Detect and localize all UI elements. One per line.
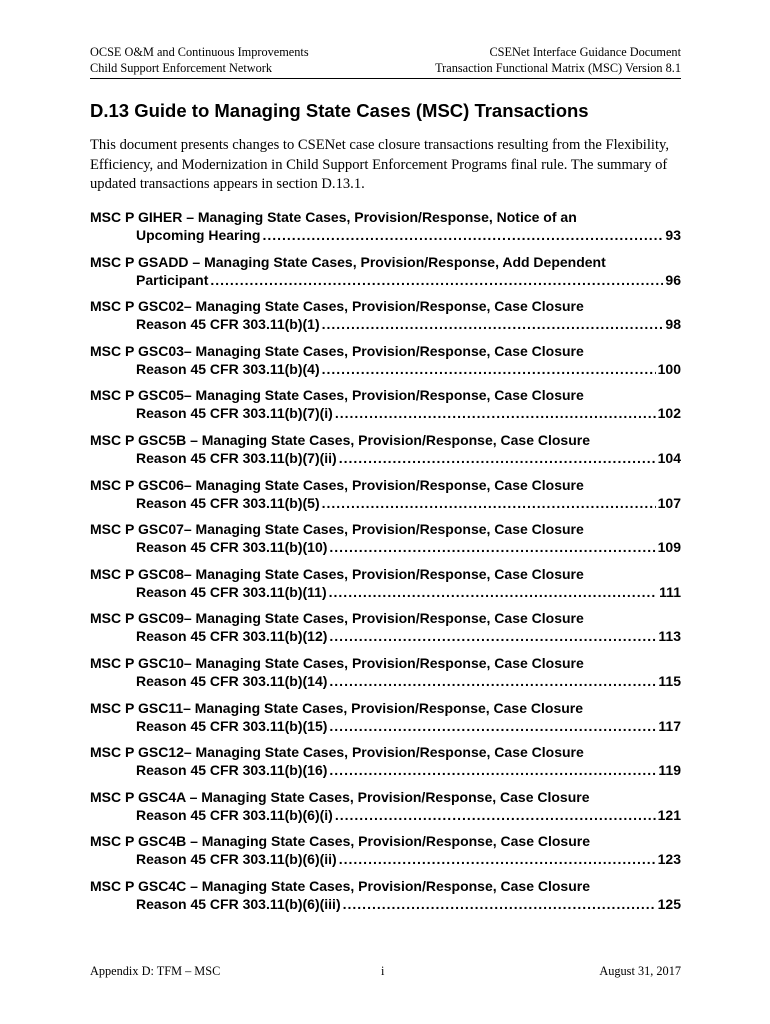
toc-entry-title: MSC P GSC4C – Managing State Cases, Provision/Response, Case Closure [90, 877, 591, 894]
toc-entry-title: MSC P GSC06– Managing State Cases, Provision/Response, Case Closure [90, 476, 584, 493]
toc-entry[interactable] [90, 342, 681, 387]
toc-entry-title: MSC P GSC4B – Managing State Cases, Provision/Response, Case Closure [90, 833, 591, 850]
toc-entry-line [90, 271, 681, 289]
toc-entry-line [90, 850, 681, 868]
toc-leader-dots [339, 850, 656, 868]
page-header [90, 44, 681, 79]
toc-entry-subtitle: Reason 45 CFR 303.11(b)(16) [136, 762, 328, 779]
header-org: OCSE O&M and Continuous Improvements [90, 45, 309, 59]
toc-entry-line [90, 360, 681, 378]
toc-entry-line [90, 806, 681, 824]
toc-page-number: 111 [659, 583, 681, 600]
toc-leader-dots [322, 360, 656, 378]
header-right [435, 44, 681, 76]
footer-date: August 31, 2017 [599, 964, 681, 978]
toc-entry[interactable] [90, 609, 681, 654]
toc-leader-dots [210, 271, 663, 289]
intro-paragraph: This document presents changes to CSENet case closure transactions resulting from the Flexibility, Efficiency, and Modernization in Child Support Enforcement Programs final rule. The summary of updated transactions appears in section D.13.1. [90, 137, 670, 192]
toc-entry-title: MSC P GIHER – Managing State Cases, Provision/Response, Notice of an [90, 209, 577, 225]
footer-page-number: i [381, 964, 385, 978]
toc-entry-subtitle: Reason 45 CFR 303.11(b)(11) [136, 583, 327, 600]
table-of-contents [90, 208, 681, 922]
toc-entry[interactable] [90, 654, 681, 699]
toc-leader-dots [329, 672, 656, 690]
toc-entry-title: MSC P GSC02– Managing State Cases, Provision/Response, Case Closure [90, 298, 584, 315]
toc-page-number: 109 [657, 539, 681, 556]
toc-entry-line [90, 761, 681, 779]
toc-entry-subtitle: Reason 45 CFR 303.11(b)(6)(ii) [136, 851, 337, 868]
header-doc-title: CSENet Interface Guidance Document [489, 45, 681, 59]
toc-entry[interactable] [90, 386, 681, 431]
toc-entry-subtitle: Participant [136, 271, 209, 288]
toc-entry-title: MSC P GSC03– Managing State Cases, Provision/Response, Case Closure [90, 342, 584, 359]
toc-page-number: 98 [665, 316, 681, 333]
toc-entry-subtitle: Reason 45 CFR 303.11(b)(7)(i) [136, 405, 333, 422]
toc-leader-dots [335, 404, 656, 422]
toc-entry-title: MSC P GSC12– Managing State Cases, Provision/Response, Case Closure [90, 744, 584, 761]
toc-page-number: 104 [657, 449, 681, 466]
toc-entry[interactable] [90, 565, 681, 610]
header-left [90, 44, 309, 76]
toc-entry-subtitle: Upcoming Hearing [136, 227, 261, 243]
toc-entry[interactable] [90, 476, 681, 521]
toc-page-number: 121 [657, 806, 681, 823]
toc-entry-title: MSC P GSADD – Managing State Cases, Provision/Response, Add Dependent [90, 253, 606, 270]
toc-page-number: 100 [657, 360, 681, 377]
toc-leader-dots [329, 761, 656, 779]
toc-entry-subtitle: Reason 45 CFR 303.11(b)(7)(ii) [136, 449, 337, 466]
toc-leader-dots [262, 226, 663, 244]
toc-entry-line [90, 583, 681, 601]
toc-page-number: 113 [658, 628, 681, 645]
toc-leader-dots [339, 449, 656, 467]
toc-entry-line [90, 717, 681, 735]
toc-leader-dots [329, 538, 655, 556]
toc-page-number: 107 [657, 494, 681, 511]
toc-entry-subtitle: Reason 45 CFR 303.11(b)(14) [136, 672, 328, 689]
toc-entry-subtitle: Reason 45 CFR 303.11(b)(12) [136, 628, 328, 645]
toc-page-number: 123 [657, 851, 681, 868]
toc-entry-line [90, 226, 681, 244]
toc-entry-title: MSC P GSC10– Managing State Cases, Provision/Response, Case Closure [90, 654, 584, 671]
toc-entry[interactable] [90, 520, 681, 565]
toc-leader-dots [322, 315, 664, 333]
header-doc-version: Transaction Functional Matrix (MSC) Version 8.1 [435, 61, 681, 75]
toc-leader-dots [335, 806, 656, 824]
toc-entry-subtitle: Reason 45 CFR 303.11(b)(15) [136, 717, 328, 734]
toc-page-number: 96 [665, 271, 681, 288]
toc-entry-subtitle: Reason 45 CFR 303.11(b)(10) [136, 539, 328, 556]
toc-entry-line [90, 627, 681, 645]
toc-page-number: 117 [658, 717, 681, 734]
toc-page-number: 102 [657, 405, 681, 422]
toc-entry[interactable] [90, 832, 681, 877]
toc-entry-title: MSC P GSC05– Managing State Cases, Provision/Response, Case Closure [90, 387, 584, 404]
toc-page-number: 125 [657, 895, 681, 912]
toc-entry-subtitle: Reason 45 CFR 303.11(b)(1) [136, 316, 320, 333]
toc-leader-dots [329, 717, 656, 735]
toc-entry-line [90, 494, 681, 512]
toc-entry[interactable] [90, 431, 681, 476]
toc-entry-subtitle: Reason 45 CFR 303.11(b)(5) [136, 494, 320, 511]
toc-entry-subtitle: Reason 45 CFR 303.11(b)(6)(iii) [136, 895, 341, 912]
toc-entry-line [90, 895, 681, 913]
toc-entry-subtitle: Reason 45 CFR 303.11(b)(4) [136, 360, 320, 377]
toc-entry-title: MSC P GSC5B – Managing State Cases, Provision/Response, Case Closure [90, 431, 591, 448]
toc-entry-line [90, 449, 681, 467]
toc-entry-title: MSC P GSC11– Managing State Cases, Provision/Response, Case Closure [90, 699, 584, 716]
toc-leader-dots [322, 494, 656, 512]
toc-entry[interactable] [90, 297, 681, 342]
toc-entry-line [90, 538, 681, 556]
toc-entry-line [90, 672, 681, 690]
toc-leader-dots [343, 895, 656, 913]
toc-entry-title: MSC P GSC4A – Managing State Cases, Provision/Response, Case Closure [90, 788, 590, 805]
footer-appendix: Appendix D: TFM – MSC [90, 964, 221, 978]
toc-page-number: 119 [658, 762, 681, 779]
toc-entry-subtitle: Reason 45 CFR 303.11(b)(6)(i) [136, 806, 333, 823]
header-network: Child Support Enforcement Network [90, 61, 273, 75]
toc-entry[interactable] [90, 253, 681, 298]
toc-entry[interactable] [90, 208, 681, 253]
toc-page-number: 115 [658, 672, 681, 689]
toc-entry[interactable] [90, 743, 681, 788]
toc-leader-dots [329, 583, 658, 601]
toc-entry[interactable] [90, 877, 681, 922]
toc-entry-title: MSC P GSC08– Managing State Cases, Provision/Response, Case Closure [90, 565, 584, 582]
toc-entry-line [90, 315, 681, 333]
section-title: D.13 Guide to Managing State Cases (MSC) Transactions [90, 100, 589, 121]
toc-entry[interactable] [90, 699, 681, 744]
toc-page-number: 93 [665, 227, 681, 243]
toc-entry-title: MSC P GSC07– Managing State Cases, Provision/Response, Case Closure [90, 521, 584, 538]
toc-entry-line [90, 404, 681, 422]
page-footer [90, 964, 681, 980]
toc-leader-dots [329, 627, 656, 645]
toc-entry-title: MSC P GSC09– Managing State Cases, Provision/Response, Case Closure [90, 610, 584, 627]
toc-entry[interactable] [90, 788, 681, 833]
